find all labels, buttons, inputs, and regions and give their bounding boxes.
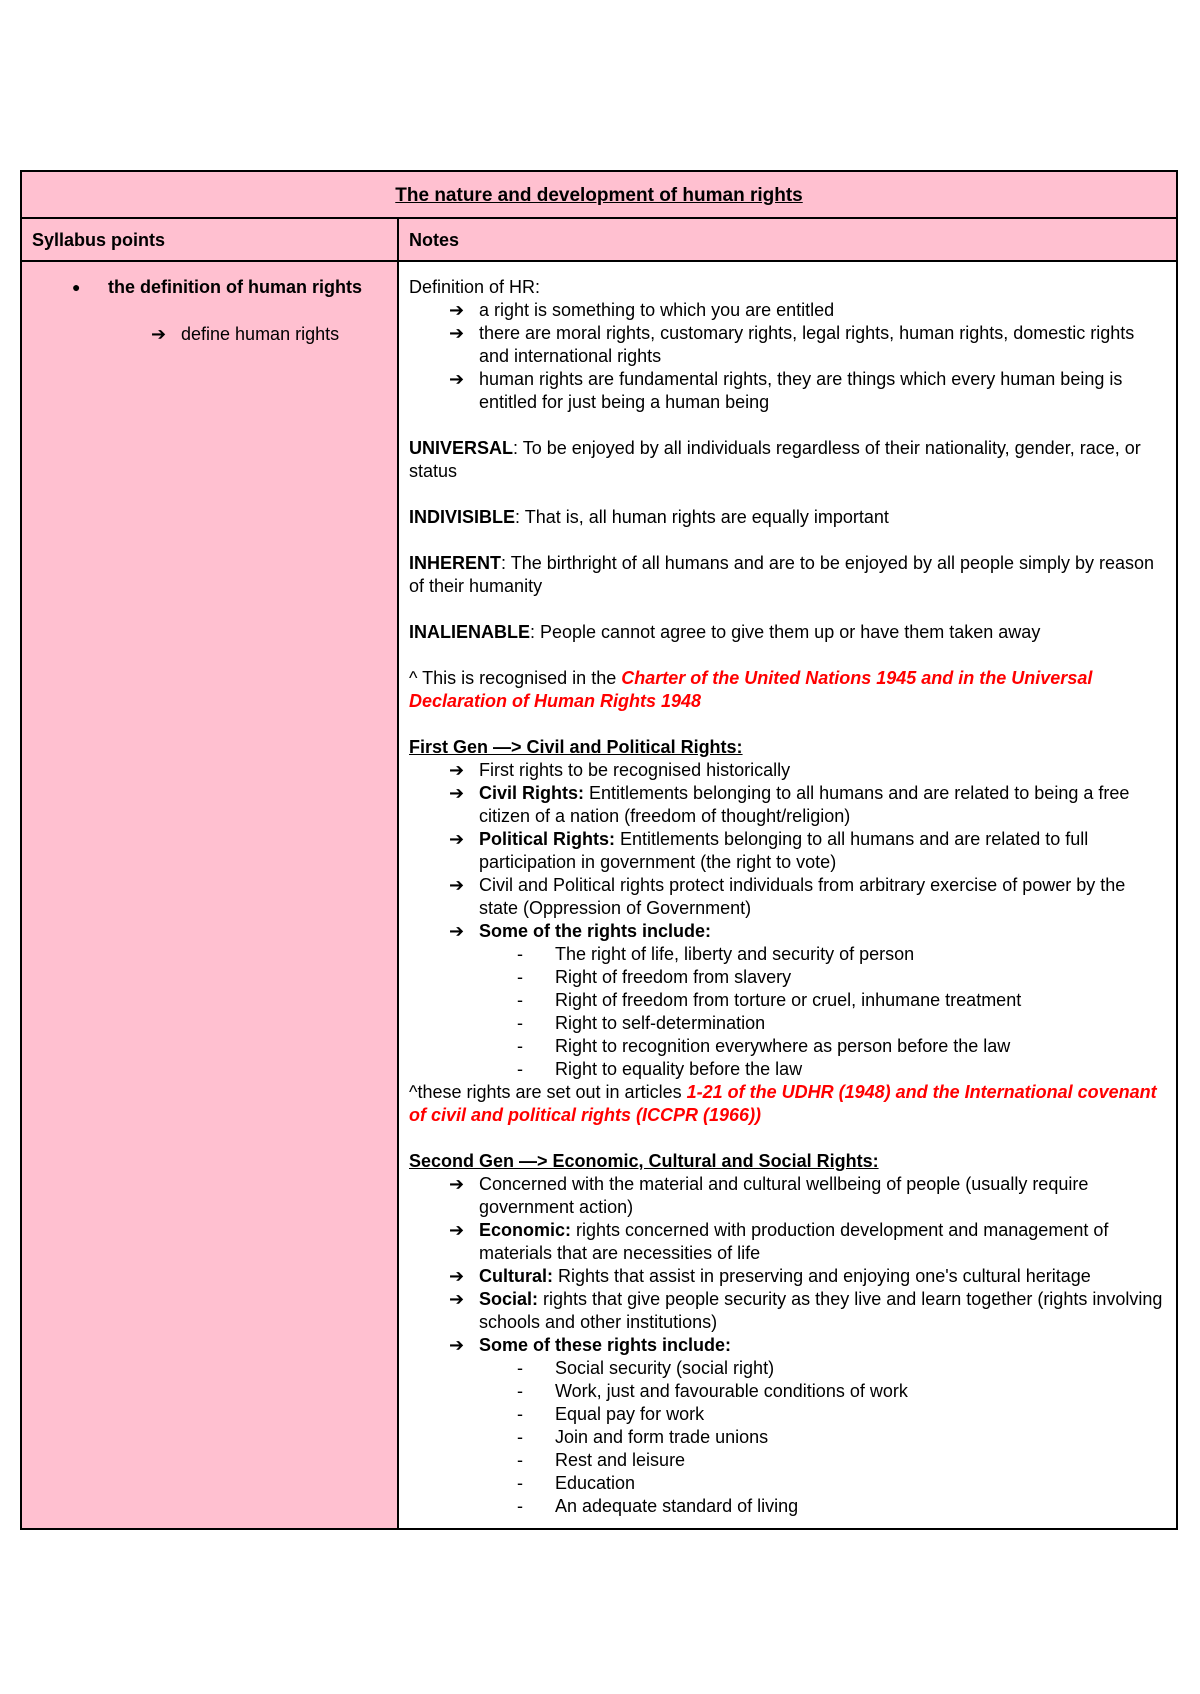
list-item [409, 368, 1166, 414]
term-label: INALIENABLE [409, 622, 530, 642]
arrow-icon: ➔ [449, 323, 465, 343]
rights-item-text: Right to self-determination [555, 1013, 766, 1033]
rights-item [409, 1380, 1166, 1403]
rights-item-text: Rest and leisure [555, 1450, 686, 1470]
syllabus-point: the definition of human rights [108, 277, 362, 297]
arrow-icon: ➔ [449, 783, 465, 803]
list-item [409, 782, 1166, 828]
rights-item [409, 989, 1166, 1012]
list-item-text: First rights to be recognised historically [479, 760, 791, 780]
list-item [409, 828, 1166, 874]
list-item [409, 1219, 1166, 1265]
rights-item-text: Right to recognition everywhere as person before the law [555, 1036, 1011, 1056]
arrow-icon: ➔ [449, 369, 465, 389]
syllabus-subpoint-text: define human rights [181, 324, 340, 344]
dash-icon: - [517, 944, 523, 964]
rights-item-text: An adequate standard of living [555, 1496, 799, 1516]
content-row [21, 261, 1177, 1529]
list-item-text: Concerned with the material and cultural wellbeing of people (usually require government action) [479, 1174, 1089, 1217]
first-gen-heading: First Gen —> Civil and Political Rights: [409, 737, 743, 757]
political-rights-text: Entitlements belonging to all humans and are related to full participation in government (the right to vote) [479, 829, 1089, 872]
term-label: INDIVISIBLE [409, 507, 516, 527]
rights-item-text: Right of freedom from torture or cruel, inhumane treatment [555, 990, 1022, 1010]
arrow-icon: ➔ [449, 300, 465, 320]
list-item [409, 1265, 1166, 1288]
list-item-text [479, 1265, 1091, 1288]
list-item [409, 299, 1166, 322]
economic-label: Economic: [479, 1220, 572, 1240]
rights-item-text: Education [555, 1473, 636, 1493]
cultural-label: Cultural: [479, 1266, 553, 1286]
arrow-icon: ➔ [449, 760, 465, 780]
syllabus-cell [21, 261, 398, 1529]
rights-item [409, 1495, 1166, 1518]
notes-table [20, 170, 1178, 1530]
first-gen-note [409, 1081, 1166, 1127]
rights-item-text: Social security (social right) [555, 1358, 775, 1378]
definition-item: a right is something to which you are entitled [479, 300, 835, 320]
social-text: rights that give people security as they live and learn together (rights involving schools and other institutions) [479, 1289, 1163, 1332]
arrow-icon: ➔ [449, 921, 465, 941]
rights-item [409, 1449, 1166, 1472]
dash-icon: - [517, 1404, 523, 1424]
definition-heading: Definition of HR: [409, 277, 541, 297]
term-universal [409, 437, 1166, 483]
title-cell [21, 171, 1177, 218]
dash-icon: - [517, 1059, 523, 1079]
dash-icon: - [517, 1427, 523, 1447]
term-text: : That is, all human rights are equally important [515, 507, 889, 527]
dash-icon: - [517, 1358, 523, 1378]
rights-item-text: Join and form trade unions [555, 1427, 769, 1447]
definition-item: human rights are fundamental rights, they are things which every human being is entitled for just being a human being [479, 369, 1123, 412]
bullet-dot-icon: ● [72, 279, 81, 295]
dash-icon: - [517, 967, 523, 987]
dash-icon: - [517, 1036, 523, 1056]
social-label: Social: [479, 1289, 539, 1309]
syllabus-subpoint [32, 323, 387, 346]
rights-item [409, 1426, 1166, 1449]
term-inherent [409, 552, 1166, 598]
dash-icon: - [517, 1381, 523, 1401]
arrow-icon: ➔ [449, 1266, 465, 1286]
rights-item [409, 1357, 1166, 1380]
dash-icon: - [517, 1013, 523, 1033]
arrow-icon: ➔ [449, 1174, 465, 1194]
arrow-icon: ➔ [449, 1289, 465, 1309]
list-item [409, 759, 1166, 782]
document-title: The nature and development of human rights [395, 185, 803, 206]
arrow-icon: ➔ [449, 1335, 465, 1355]
term-indivisible [409, 506, 1166, 529]
list-item [409, 874, 1166, 920]
arrow-icon: ➔ [449, 875, 465, 895]
rights-item [409, 1403, 1166, 1426]
definition-item: there are moral rights, customary rights, legal rights, human rights, domestic rights and international rights [479, 323, 1135, 366]
list-item-text [479, 828, 1166, 874]
dash-icon: - [517, 1450, 523, 1470]
some-rights-label: Some of the rights include: [479, 921, 712, 941]
rights-item [409, 1035, 1166, 1058]
header-row [21, 218, 1177, 261]
list-item [409, 920, 1166, 943]
note-highlight: 1-21 of the UDHR (1948) and the International covenant of civil and political rights (ICCPR (1966)) [409, 1082, 1157, 1125]
term-label: UNIVERSAL [409, 438, 514, 458]
note-prefix: ^these rights are set out in articles [409, 1082, 687, 1102]
rights-item [409, 1012, 1166, 1035]
second-gen-heading: Second Gen —> Economic, Cultural and Social Rights: [409, 1151, 879, 1171]
list-item-text: Civil and Political rights protect individuals from arbitrary exercise of power by the state (Oppression of Government) [479, 875, 1126, 918]
list-item [409, 1288, 1166, 1334]
header-notes: Notes [398, 218, 1177, 261]
list-item-text [479, 1219, 1166, 1265]
title-row [21, 171, 1177, 218]
rights-item-text: Right of freedom from slavery [555, 967, 792, 987]
syllabus-bullet [32, 276, 387, 299]
recognised-note [409, 667, 1166, 713]
civil-rights-label: Civil Rights: [479, 783, 585, 803]
list-item-text [479, 782, 1166, 828]
recognised-highlight: Charter of the United Nations 1945 and in the Universal Declaration of Human Rights 1948 [409, 668, 1093, 711]
recognised-prefix: ^ This is recognised in the [409, 668, 622, 688]
list-item [409, 322, 1166, 368]
political-rights-label: Political Rights: [479, 829, 616, 849]
arrow-icon: ➔ [449, 1220, 465, 1240]
term-inalienable [409, 621, 1166, 644]
rights-item [409, 1058, 1166, 1081]
dash-icon: - [517, 1473, 523, 1493]
dash-icon: - [517, 1496, 523, 1516]
rights-item-text: Work, just and favourable conditions of work [555, 1381, 908, 1401]
arrow-icon: ➔ [449, 829, 465, 849]
some-rights-label: Some of these rights include: [479, 1335, 732, 1355]
term-text: : People cannot agree to give them up or have them taken away [530, 622, 1041, 642]
arrow-icon: ➔ [151, 324, 167, 344]
term-text: : The birthright of all humans and are to be enjoyed by all people simply by reason of their humanity [409, 553, 1155, 596]
rights-item-text: Equal pay for work [555, 1404, 705, 1424]
rights-item [409, 966, 1166, 989]
list-item-text [479, 1288, 1166, 1334]
rights-item [409, 1472, 1166, 1495]
civil-rights-text: Entitlements belonging to all humans and are related to being a free citizen of a nation (freedom of thought/religion) [479, 783, 1130, 826]
list-item [409, 1334, 1166, 1357]
rights-item [409, 943, 1166, 966]
term-text: : To be enjoyed by all individuals regardless of their nationality, gender, race, or status [409, 438, 1141, 481]
list-item [409, 1173, 1166, 1219]
notes-cell [398, 261, 1177, 1529]
header-syllabus: Syllabus points [21, 218, 398, 261]
dash-icon: - [517, 990, 523, 1010]
economic-text: rights concerned with production development and management of materials that are necessities of life [479, 1220, 1109, 1263]
rights-item-text: Right to equality before the law [555, 1059, 803, 1079]
cultural-text: Rights that assist in preserving and enjoying one's cultural heritage [553, 1266, 1091, 1286]
term-label: INHERENT [409, 553, 502, 573]
rights-item-text: The right of life, liberty and security of person [555, 944, 915, 964]
